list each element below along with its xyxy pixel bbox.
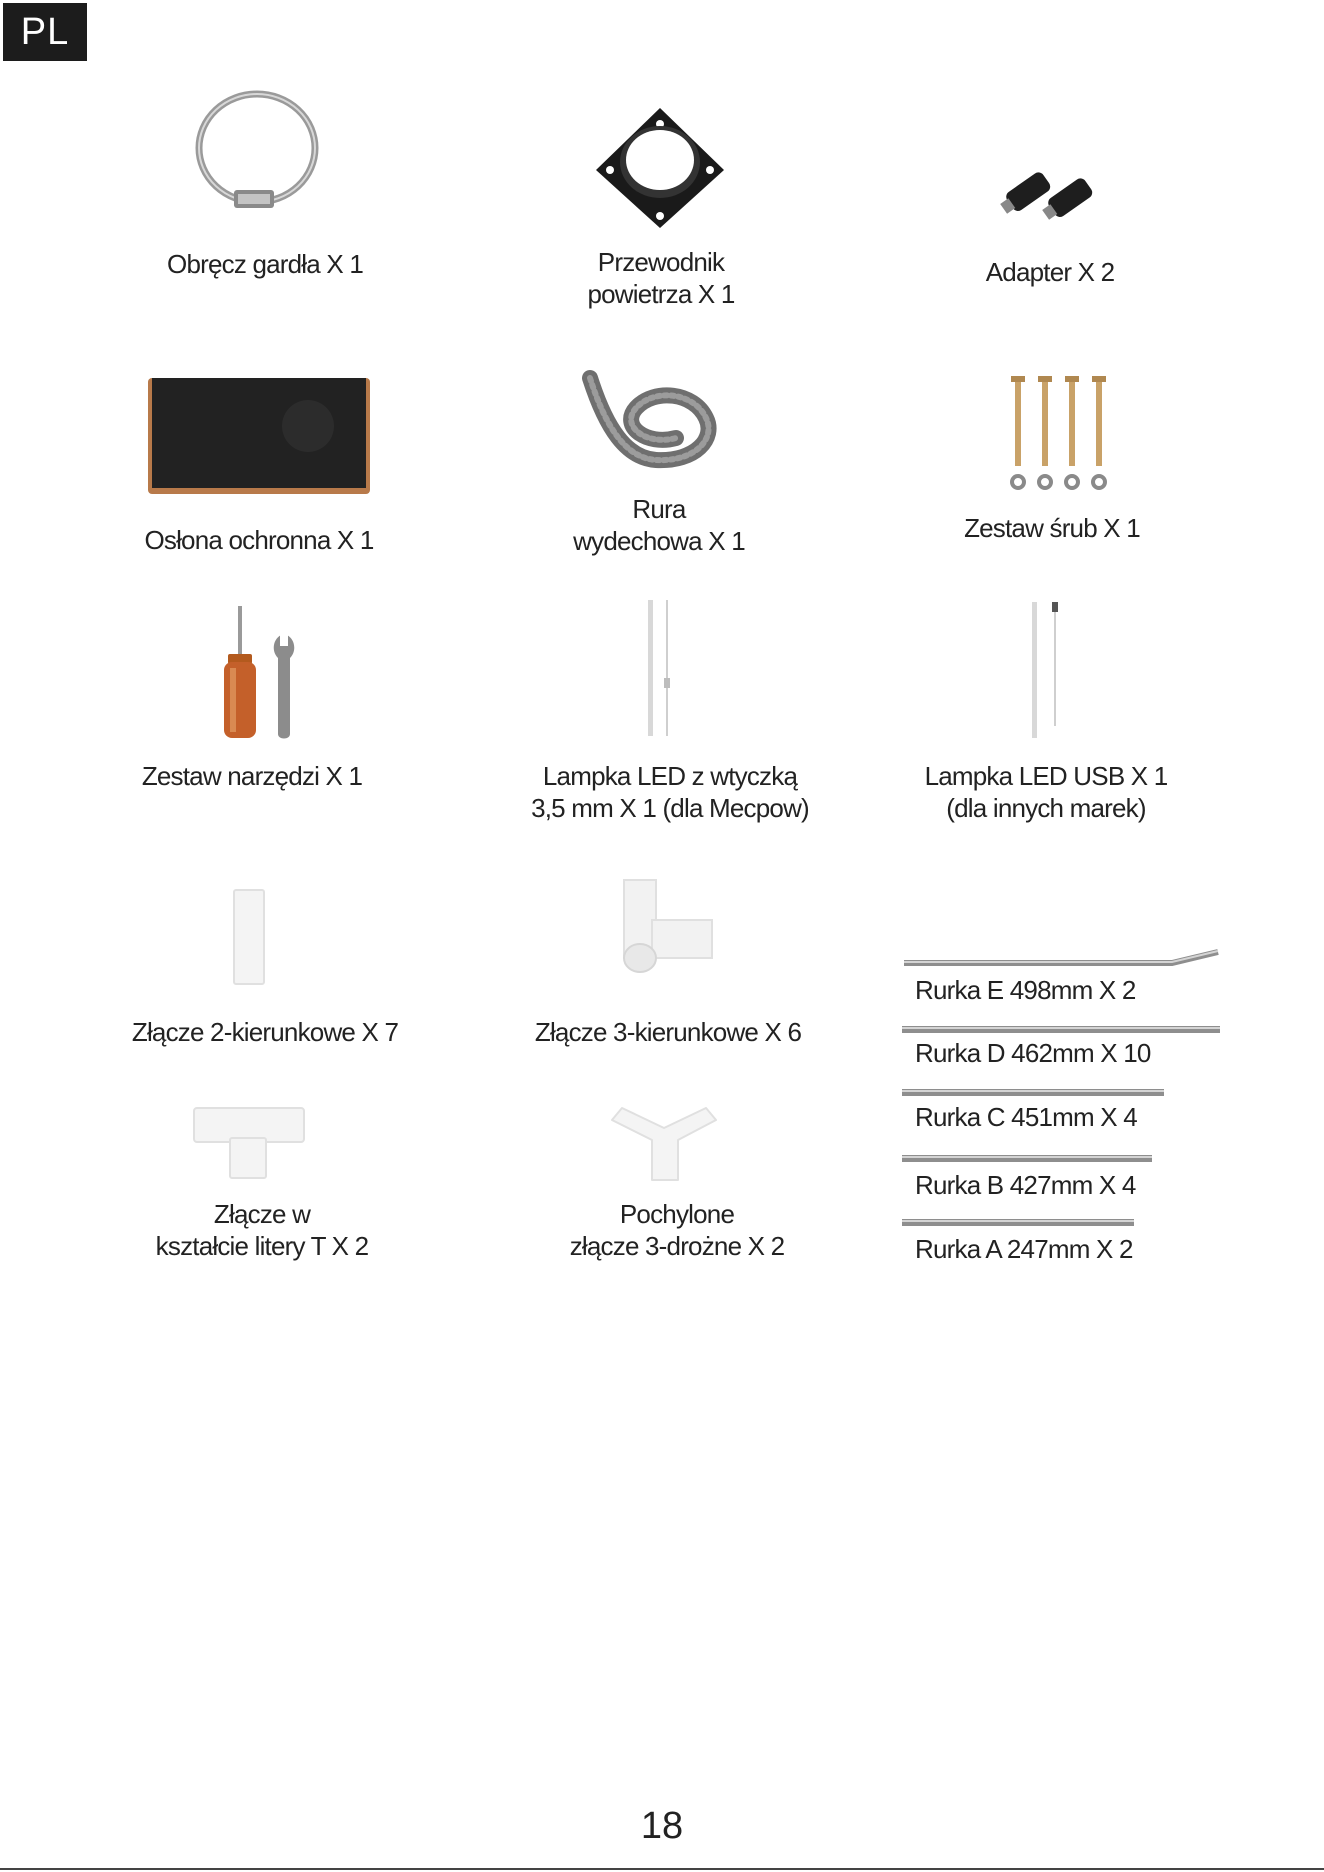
tool-set-label: Zestaw narzędzi X 1 xyxy=(141,761,363,791)
led-usb-label: Lampka LED USB X 1 (dla innych marek) xyxy=(924,761,1168,823)
rod-c-label: Rurka C 451mm X 4 xyxy=(915,1102,1137,1132)
exhaust-pipe-label: Rura wydechowa X 1 xyxy=(573,494,745,556)
led-usb-icon xyxy=(1024,598,1064,744)
connector-2way-label: Złącze 2-kierunkowe X 7 xyxy=(131,1017,399,1047)
air-duct-icon xyxy=(592,104,728,230)
screw-set-icon xyxy=(1004,374,1110,494)
rod-d-label: Rurka D 462mm X 10 xyxy=(915,1038,1151,1068)
connector-y-icon xyxy=(606,1104,722,1184)
page-number: 18 xyxy=(640,1805,684,1847)
protective-cover-label: Osłona ochronna X 1 xyxy=(144,525,374,555)
hose-clamp-label: Obręcz gardła X 1 xyxy=(167,249,363,279)
air-duct-label: Przewodnik powietrza X 1 xyxy=(587,247,735,309)
connector-t-icon xyxy=(192,1106,306,1180)
rod-b-label: Rurka B 427mm X 4 xyxy=(915,1170,1136,1200)
rod-c-icon xyxy=(902,1088,1164,1098)
connector-3way-label: Złącze 3-kierunkowe X 6 xyxy=(534,1017,802,1047)
rod-d-icon xyxy=(902,1025,1220,1035)
connector-2way-icon xyxy=(232,888,266,986)
tool-set-icon xyxy=(218,606,310,740)
connector-t-label: Złącze w kształcie litery T X 2 xyxy=(155,1199,369,1261)
language-tag: PL xyxy=(3,3,87,61)
hose-clamp-icon xyxy=(190,86,320,216)
exhaust-pipe-icon xyxy=(576,368,728,474)
connector-3way-icon xyxy=(622,878,714,974)
protective-cover-icon xyxy=(148,378,370,494)
rod-e-label: Rurka E 498mm X 2 xyxy=(915,975,1136,1005)
footer-divider xyxy=(0,1868,1324,1870)
adapter-label: Adapter X 2 xyxy=(985,257,1115,287)
rod-a-icon xyxy=(902,1218,1134,1228)
rod-b-icon xyxy=(902,1154,1152,1164)
adapter-icon xyxy=(996,152,1104,226)
connector-y-label: Pochylone złącze 3-drożne X 2 xyxy=(569,1199,785,1261)
rod-a-label: Rurka A 247mm X 2 xyxy=(915,1234,1133,1264)
rod-e-icon xyxy=(902,950,1220,968)
led-35mm-label: Lampka LED z wtyczką 3,5 mm X 1 (dla Mecpow) xyxy=(531,761,809,823)
led-35mm-icon xyxy=(640,598,680,740)
screw-set-label: Zestaw śrub X 1 xyxy=(964,513,1140,543)
